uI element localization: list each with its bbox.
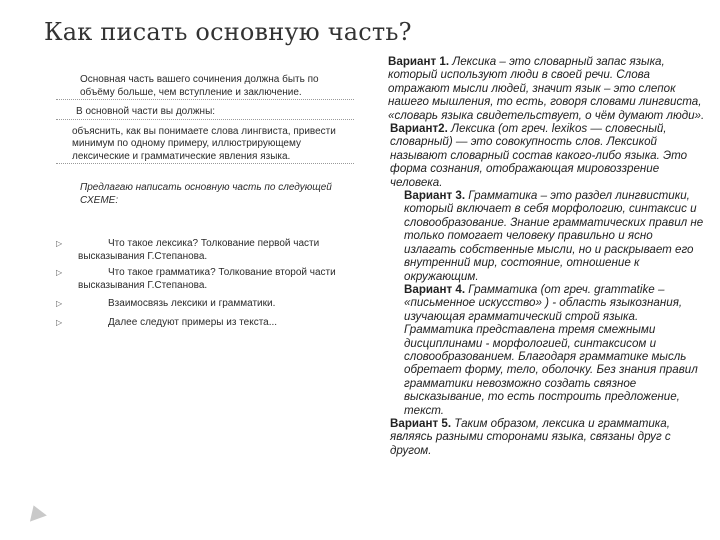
variant-4 [380, 283, 706, 417]
list-item-text: Взаимосвязь лексики и грамматики. [108, 298, 276, 309]
right-column [380, 55, 706, 457]
list-item-text: Что такое грамматика? Толкование второй части высказывания Г.Степанова. [78, 267, 336, 291]
left-column [56, 74, 354, 207]
list-item [56, 267, 354, 292]
variant-text: Лексика – это словарный запас языка, который используют люди в своей речи. Слова отражают мысли людей, значит язык – это слепок нашего мышления, то есть, говоря словами лингвиста, «словарь языка свидетельствует, о чём думают люди». [388, 55, 705, 122]
variant-lead: Вариант 5. [390, 416, 452, 430]
left-paragraph-3: объяснить, как вы понимаете слова лингвиста, привести минимум по одному примеру, иллюстрирующему лексические и грамматические явления языка. [56, 126, 354, 165]
variant-lead: Вариант 3. [404, 189, 466, 203]
left-paragraph-4: Предлагаю написать основную часть по следующей СХЕМЕ: [80, 182, 332, 206]
corner-arrow-icon [25, 502, 47, 521]
variant-5 [380, 417, 706, 457]
variant-text: Грамматика – это раздел лингвистики, который включает в себя морфологию, синтаксис и словообразование. Знание грамматических правил не только помогает человеку правильно и ясно излагать собственные мысли, но и раскрывает его внутренний мир, состояние, отношение к окружающим. [404, 189, 704, 283]
variant-2 [380, 122, 706, 189]
left-paragraph-2: В основной части вы должны: [56, 106, 354, 120]
variant-1 [380, 55, 706, 122]
triangle-bullet-icon: ▷ [56, 239, 63, 248]
list-item-text: Что такое лексика? Толкование первой части высказывания Г.Степанова. [78, 238, 320, 262]
list-item [56, 238, 354, 263]
variant-text: Таким образом, лексика и грамматика, являясь разными сторонами языка, связаны друг с другом. [390, 416, 671, 457]
page-title: Как писать основную часть? [44, 18, 412, 46]
list-item [56, 317, 354, 330]
triangle-bullet-icon: ▷ [56, 299, 63, 308]
variant-text: Грамматика (от греч. grammatike – «письменное искусство» ) - область языкознания, изучающая грамматический строй языка. Грамматика представлена тремя смежными дисциплинами - морфологией, синтаксисом и словообразованием. Благодаря грамматике мысль обретает форму, тело, оболочку. Без знания правил грамматики невозможно создать связное высказывание, то есть построить предложение, текст. [404, 282, 698, 417]
list-item [56, 298, 354, 311]
variant-lead: Вариант 1. [388, 55, 450, 68]
variant-text: Лексика (от греч. lexikos — словесный, словарный) — это совокупность слов. Лексикой называют словарный состав какого-либо языка. Это форма сознания, отображающая мировоззрение человека. [390, 122, 688, 189]
left-paragraph-1: Основная часть вашего сочинения должна быть по объёму больше, чем вступление и заключение. [56, 74, 354, 100]
scheme-list [56, 238, 354, 329]
triangle-bullet-icon: ▷ [56, 317, 63, 327]
variant-3 [380, 189, 706, 283]
variant-lead: Вариант 4. [404, 282, 466, 296]
list-item-text: Далее следуют примеры из текста... [108, 316, 278, 328]
variant-lead: Вариант2. [390, 122, 448, 136]
triangle-bullet-icon: ▷ [56, 268, 63, 277]
